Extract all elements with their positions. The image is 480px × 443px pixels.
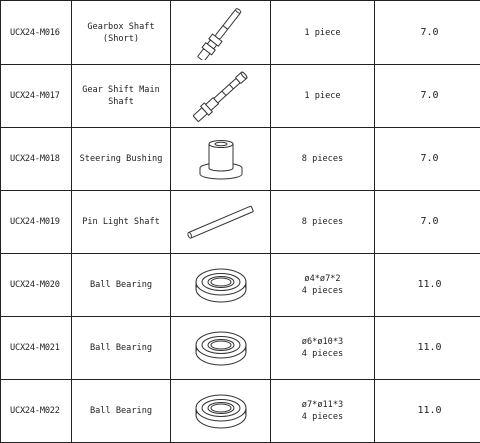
part-image	[171, 128, 271, 191]
part-code: UCX24-M018	[1, 128, 72, 191]
part-code: UCX24-M022	[1, 380, 72, 443]
part-weight: 7.0	[375, 128, 480, 191]
part-name-line: Ball Bearing	[74, 405, 168, 417]
table-row	[1, 380, 480, 443]
part-weight: 7.0	[375, 191, 480, 254]
quantity-line: ø6*ø10*3	[273, 336, 372, 348]
part-weight: 7.0	[375, 1, 480, 65]
ball-bearing-icon	[191, 326, 251, 370]
part-name-line: Gear Shift Main	[74, 84, 168, 96]
quantity-line: ø7*ø11*3	[273, 399, 372, 411]
part-image	[171, 254, 271, 317]
part-name	[72, 191, 171, 254]
part-name	[72, 317, 171, 380]
part-code: UCX24-M016	[1, 1, 72, 65]
quantity-line: ø4*ø7*2	[273, 273, 372, 285]
quantity-line: 4 pieces	[273, 285, 372, 297]
part-weight: 11.0	[375, 317, 480, 380]
main-shaft-icon	[185, 69, 257, 123]
pin-shaft-icon	[183, 202, 259, 242]
quantity-line: 8 pieces	[273, 216, 372, 228]
part-image	[171, 317, 271, 380]
part-code: UCX24-M017	[1, 65, 72, 128]
part-weight: 11.0	[375, 254, 480, 317]
part-image	[171, 1, 271, 65]
quantity-line: 4 pieces	[273, 348, 372, 360]
part-name	[72, 65, 171, 128]
part-name	[72, 128, 171, 191]
table-row	[1, 65, 480, 128]
bushing-icon	[195, 132, 247, 186]
short-shaft-icon	[186, 6, 256, 60]
ball-bearing-icon	[191, 263, 251, 307]
part-code: UCX24-M020	[1, 254, 72, 317]
part-quantity	[271, 380, 375, 443]
part-name-line: Pin Light Shaft	[74, 216, 168, 228]
quantity-line: 8 pieces	[273, 153, 372, 165]
part-name-line: Steering Bushing	[74, 153, 168, 165]
part-quantity	[271, 254, 375, 317]
part-quantity	[271, 317, 375, 380]
part-quantity	[271, 128, 375, 191]
part-code: UCX24-M019	[1, 191, 72, 254]
part-quantity	[271, 1, 375, 65]
part-name-line: Ball Bearing	[74, 279, 168, 291]
part-name	[72, 1, 171, 65]
table-row	[1, 1, 480, 65]
quantity-line: 1 piece	[273, 27, 372, 39]
quantity-line: 1 piece	[273, 90, 372, 102]
table-row	[1, 128, 480, 191]
part-name-line: Gearbox Shaft	[74, 21, 168, 33]
part-name	[72, 380, 171, 443]
part-name-line: Shaft	[74, 96, 168, 108]
part-quantity	[271, 191, 375, 254]
quantity-line: 4 pieces	[273, 411, 372, 423]
part-image	[171, 65, 271, 128]
part-quantity	[271, 65, 375, 128]
part-name-line: Ball Bearing	[74, 342, 168, 354]
table-row	[1, 254, 480, 317]
ball-bearing-icon	[191, 389, 251, 433]
part-name-line: (Short)	[74, 33, 168, 45]
part-name	[72, 254, 171, 317]
part-weight: 11.0	[375, 380, 480, 443]
table-row	[1, 191, 480, 254]
table-row	[1, 317, 480, 380]
part-code: UCX24-M021	[1, 317, 72, 380]
part-image	[171, 380, 271, 443]
part-weight: 7.0	[375, 65, 480, 128]
part-image	[171, 191, 271, 254]
